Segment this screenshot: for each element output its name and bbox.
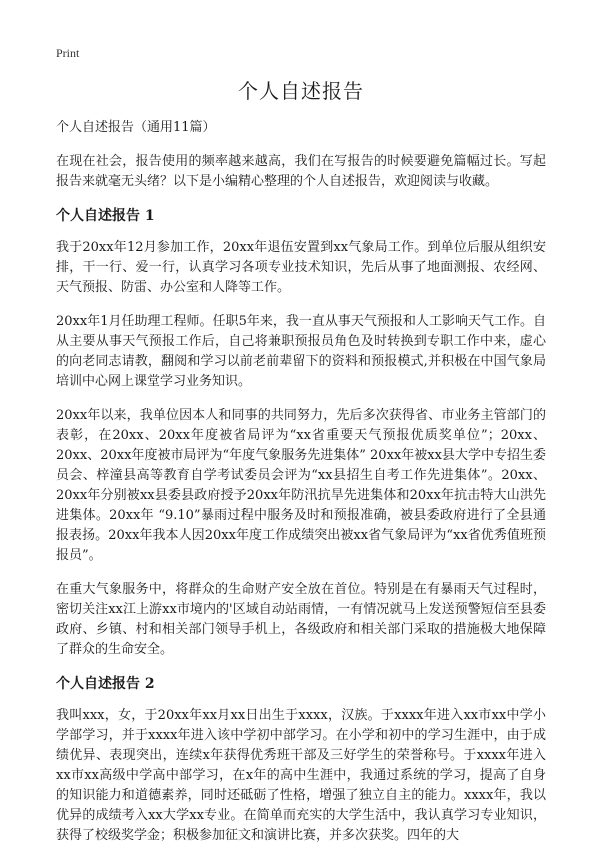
section-1-paragraph-1: 我于20xx年12月参加工作，20xx年退伍安置到xx气象局工作。到单位后服从组织安排，干一行、爱一行，认真学习各项专业技术知识，先后从事了地面测报、农经网、天气预报、防雷、办公室和人降等工作。 bbox=[56, 240, 546, 295]
section-1-paragraph-3: 20xx年以来，我单位因本人和同事的共同努力，先后多次获得省、市业务主管部门的表彰，在20xx、20xx年度被省局评为“xx省重要天气预报优质奖单位”；20xx、20xx、20xx年度被市局评为“年度气象服务先进集体” 20xx年被xx县大学中专招生委员会、梓潼县高等教育自学考试委员会评为“xx县招生自考工作先进集体”。20xx、20xx年分别被xx县委县政府授予20xx年防汛抗旱先进集体和20xx年抗击特大山洪先进集体。20xx年 “9.10”暴雨过程中服务及时和预报准确，被县委政府进行了全县通报表扬。20xx年我本人因20xx年度工作成绩突出被xx省气象局评为“xx省优秀值班预报员”。 bbox=[56, 408, 546, 563]
section-1-paragraph-4: 在重大气象服务中，将群众的生命财产安全放在首位。特别是在有暴雨天气过程时，密切关注xx江上游xx市境内的'区域自动站雨情，一有情况就马上发送预警短信至县委政府、乡镇、村和相关部门领导手机上，各级政府和相关部门采取的措施极大地保障了群众的生命安全。 bbox=[56, 582, 546, 657]
intro-paragraph: 在现在社会，报告使用的频率越来越高，我们在写报告的时候要避免篇幅过长。写起报告来就毫无头绪？以下是小编精心整理的个人自述报告，欢迎阅读与收藏。 bbox=[56, 154, 546, 189]
section-2-paragraph-1: 我叫xxx，女，于20xx年xx月xx日出生于xxxx，汉族。于xxxx年进入xx市xx中学小学部学习，并于xxxx年进入该中学初中部学习。在小学和初中的学习生涯中，由于成绩优异、表现突出，连续x年获得优秀班干部及三好学生的荣誉称号。于xxxx年进入xx市xx高级中学高中部学习，在x年的高中生涯中，我通过系统的学习，提高了自身的知识能力和道德素养，同时还砥砺了性格，增强了独立自主的能力。xxxx年，我以优异的成绩考入xx大学xx专业。在简单而充实的大学生活中，我认真学习专业知识，获得了校级奖学金；积极参加征文和演讲比赛，并多次获奖。四年的大 bbox=[56, 708, 546, 843]
section-heading-2: 个人自述报告 2 bbox=[56, 676, 155, 692]
page-title: 个人自述报告 bbox=[238, 79, 364, 103]
document-subtitle: 个人自述报告（通用11篇） bbox=[56, 120, 216, 135]
print-link[interactable]: Print bbox=[56, 46, 80, 60]
document-body bbox=[56, 78, 546, 860]
section-heading-1: 个人自述报告 1 bbox=[56, 208, 155, 224]
section-1-paragraph-2: 20xx年1月任助理工程师。任职5年来，我一直从事天气预报和人工影响天气工作。自从主要从事天气预报工作后，自己将兼职预报员角色及时转换到专职工作中来，虚心的向老同志请教，翻阅和学习以前老前辈留下的资料和预报模式,并积极在中国气象局培训中心网上课堂学习业务知识。 bbox=[56, 314, 546, 389]
